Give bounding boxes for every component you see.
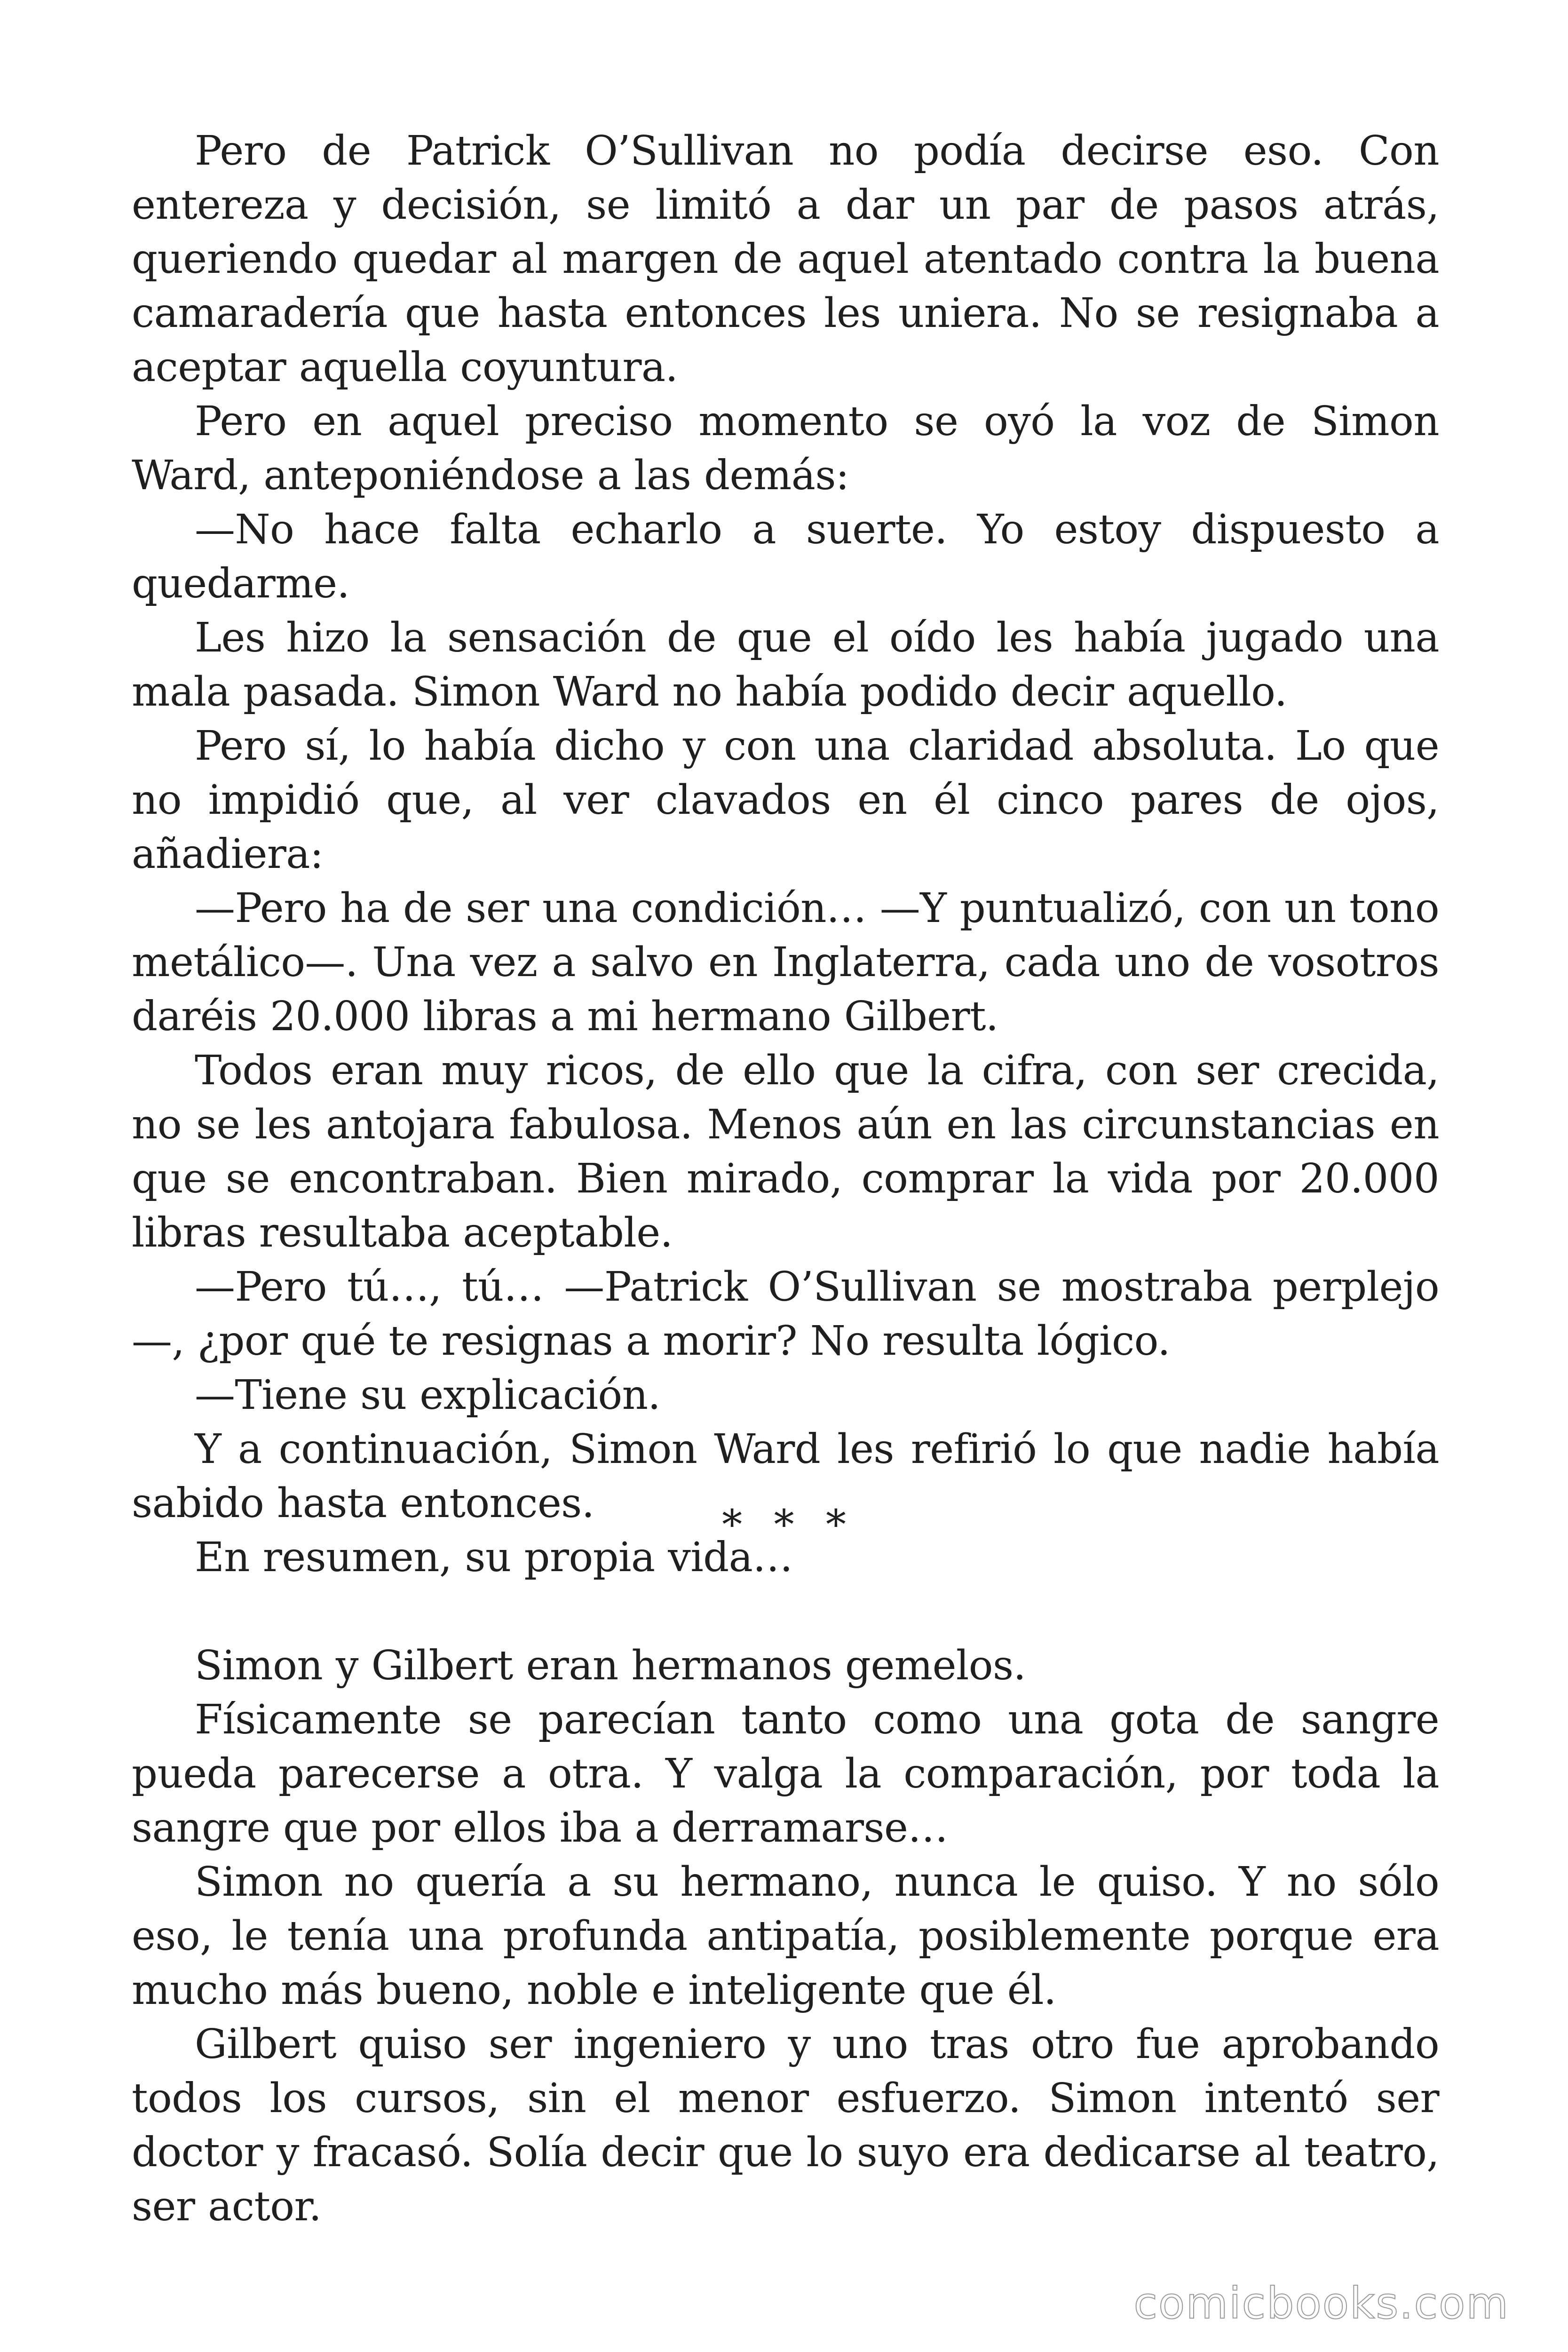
paragraph: Pero de Patrick O’Sullivan no podía decirse eso. Con entereza y decisión, se limitó a dar un par de pasos atrás, queriendo quedar al margen de aquel atentado contra la buena camaradería que hasta entonces les uniera. No se resignaba a aceptar aquella coyuntura. [132, 127, 1439, 391]
paragraph: —Pero ha de ser una condición… —Y puntualizó, con un tono metálico—. Una vez a salvo en Inglaterra, cada uno de vosotros daréis 20.000 libras a mi hermano Gilbert. [132, 885, 1439, 1040]
paragraph: Y a continuación, Simon Ward les refirió lo que nadie había sabido hasta entonces. [132, 1426, 1439, 1527]
paragraph: Simon no quería a su hermano, nunca le quiso. Y no sólo eso, le tenía una profunda antipatía, posiblemente porque era mucho más bueno, noble e inteligente que él. [132, 1859, 1439, 2014]
paragraph: —Pero tú…, tú… —Patrick O’Sullivan se mostraba perplejo—, ¿por qué te resignas a morir? No resulta lógico. [132, 1263, 1439, 1365]
paragraph: Pero sí, lo había dicho y con una claridad absoluta. Lo que no impidió que, al ver clavados en él cinco pares de ojos, añadiera: [132, 723, 1439, 878]
paragraph: Gilbert quiso ser ingeniero y uno tras otro fue aprobando todos los cursos, sin el menor esfuerzo. Simon intentó ser doctor y fracasó. Solía decir que lo suyo era dedicarse al teatro, ser actor. [132, 2021, 1439, 2230]
paragraph: Simon y Gilbert eran hermanos gemelos. [195, 1642, 1026, 1689]
paragraph: —Tiene su explicación. [195, 1372, 661, 1419]
paragraph: Les hizo la sensación de que el oído les había jugado una mala pasada. Simon Ward no había podido decir aquello. [132, 614, 1439, 715]
text-block-bottom [132, 1639, 1439, 2234]
paragraph: Todos eran muy ricos, de ello que la cifra, con ser crecida, no se les antojara fabulosa. Menos aún en las circunstancias en que se encontraban. Bien mirado, comprar la vida por 20.000 libras resultaba aceptable. [132, 1047, 1439, 1256]
paragraph: —No hace falta echarlo a suerte. Yo estoy dispuesto a quedarme. [132, 506, 1439, 607]
paragraph: Físicamente se parecían tanto como una gota de sangre pueda parecerse a otra. Y valga la comparación, por toda la sangre que por ellos iba a derramarse… [132, 1696, 1439, 1851]
paragraph: Pero en aquel preciso momento se oyó la voz de Simon Ward, anteponiéndose a las demás: [132, 398, 1439, 499]
section-separator: * * * [722, 1502, 855, 1549]
paragraph: En resumen, su propia vida… [195, 1534, 793, 1581]
text-block-top [132, 124, 1439, 1585]
watermark: comicbooks.com [1133, 2278, 1509, 2328]
